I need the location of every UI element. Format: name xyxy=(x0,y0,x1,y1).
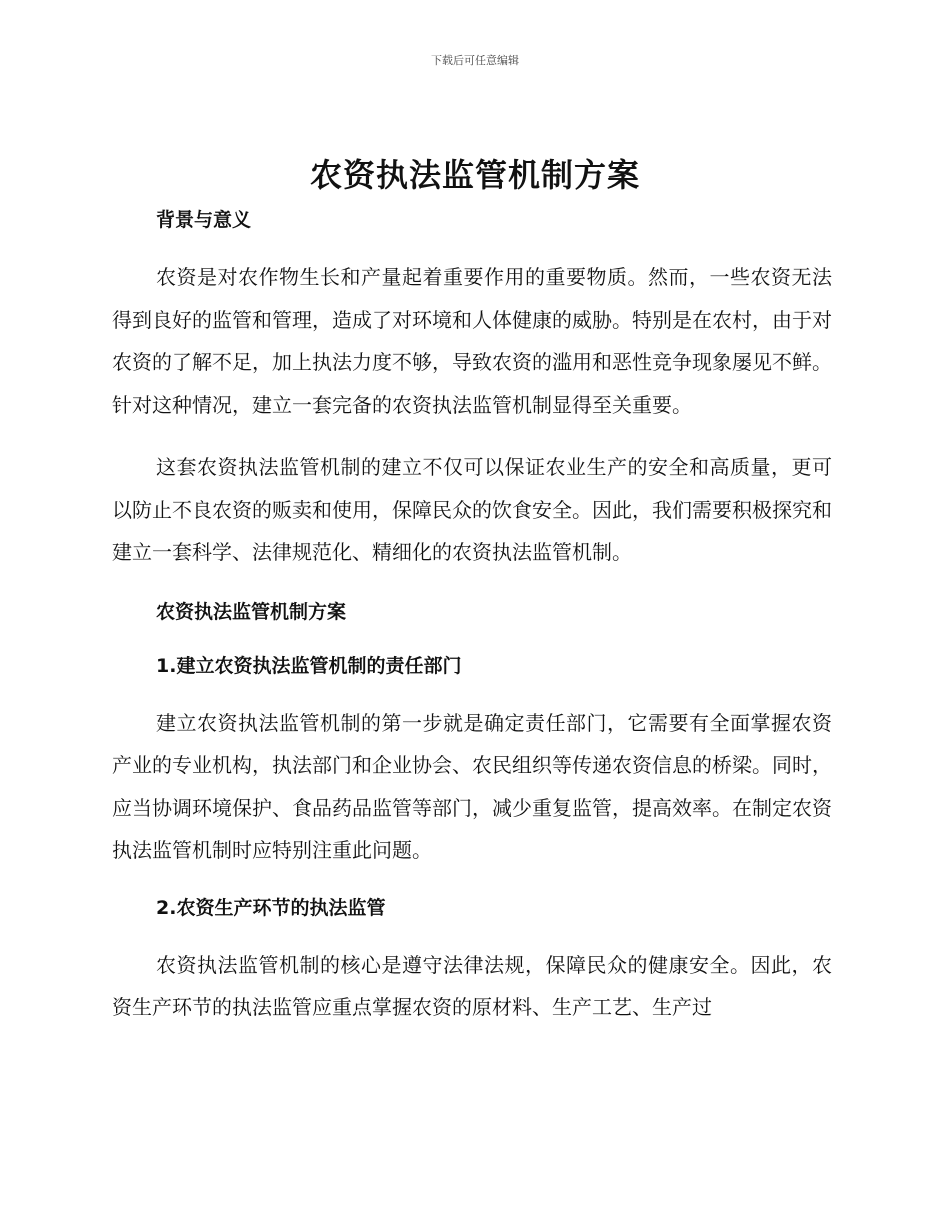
document-body xyxy=(112,204,832,1029)
paragraph-background-1: 农资是对农作物生长和产量起着重要作用的重要物质。然而，一些农资无法得到良好的监管和管理，造成了对环境和人体健康的威胁。特别是在农村，由于对农资的了解不足，加上执法力度不够，导致农资的滥用和恶性竞争现象屡见不鲜。针对这种情况，建立一套完备的农资执法监管机制显得至关重要。 xyxy=(112,265,832,417)
paragraph-background-2: 这套农资执法监管机制的建立不仅可以保证农业生产的安全和高质量，更可以防止不良农资的贩卖和使用，保障民众的饮食安全。因此，我们需要积极探究和建立一套科学、法律规范化、精细化的农资执法监管机制。 xyxy=(112,455,832,564)
header-note: 下载后可任意编辑 xyxy=(431,54,519,67)
section-heading-background: 背景与意义 xyxy=(156,209,252,231)
document-title: 农资执法监管机制方案 xyxy=(309,156,640,194)
paragraph-item-1: 建立农资执法监管机制的第一步就是确定责任部门，它需要有全面掌握农资产业的专业机构，执法部门和企业协会、农民组织等传递农资信息的桥梁。同时，应当协调环境保护、食品药品监管等部门，减少重复监管，提高效率。在制定农资执法监管机制时应特别注重此问题。 xyxy=(112,710,832,862)
subsection-heading-1: 1.建立农资执法监管机制的责任部门 xyxy=(156,654,462,677)
subsection-heading-2: 2.农资生产环节的执法监管 xyxy=(156,896,386,919)
section-heading-plan: 农资执法监管机制方案 xyxy=(156,600,347,623)
paragraph-item-2: 农资执法监管机制的核心是遵守法律法规，保障民众的健康安全。因此，农资生产环节的执法监管应重点掌握农资的原材料、生产工艺、生产过 xyxy=(112,952,832,1019)
